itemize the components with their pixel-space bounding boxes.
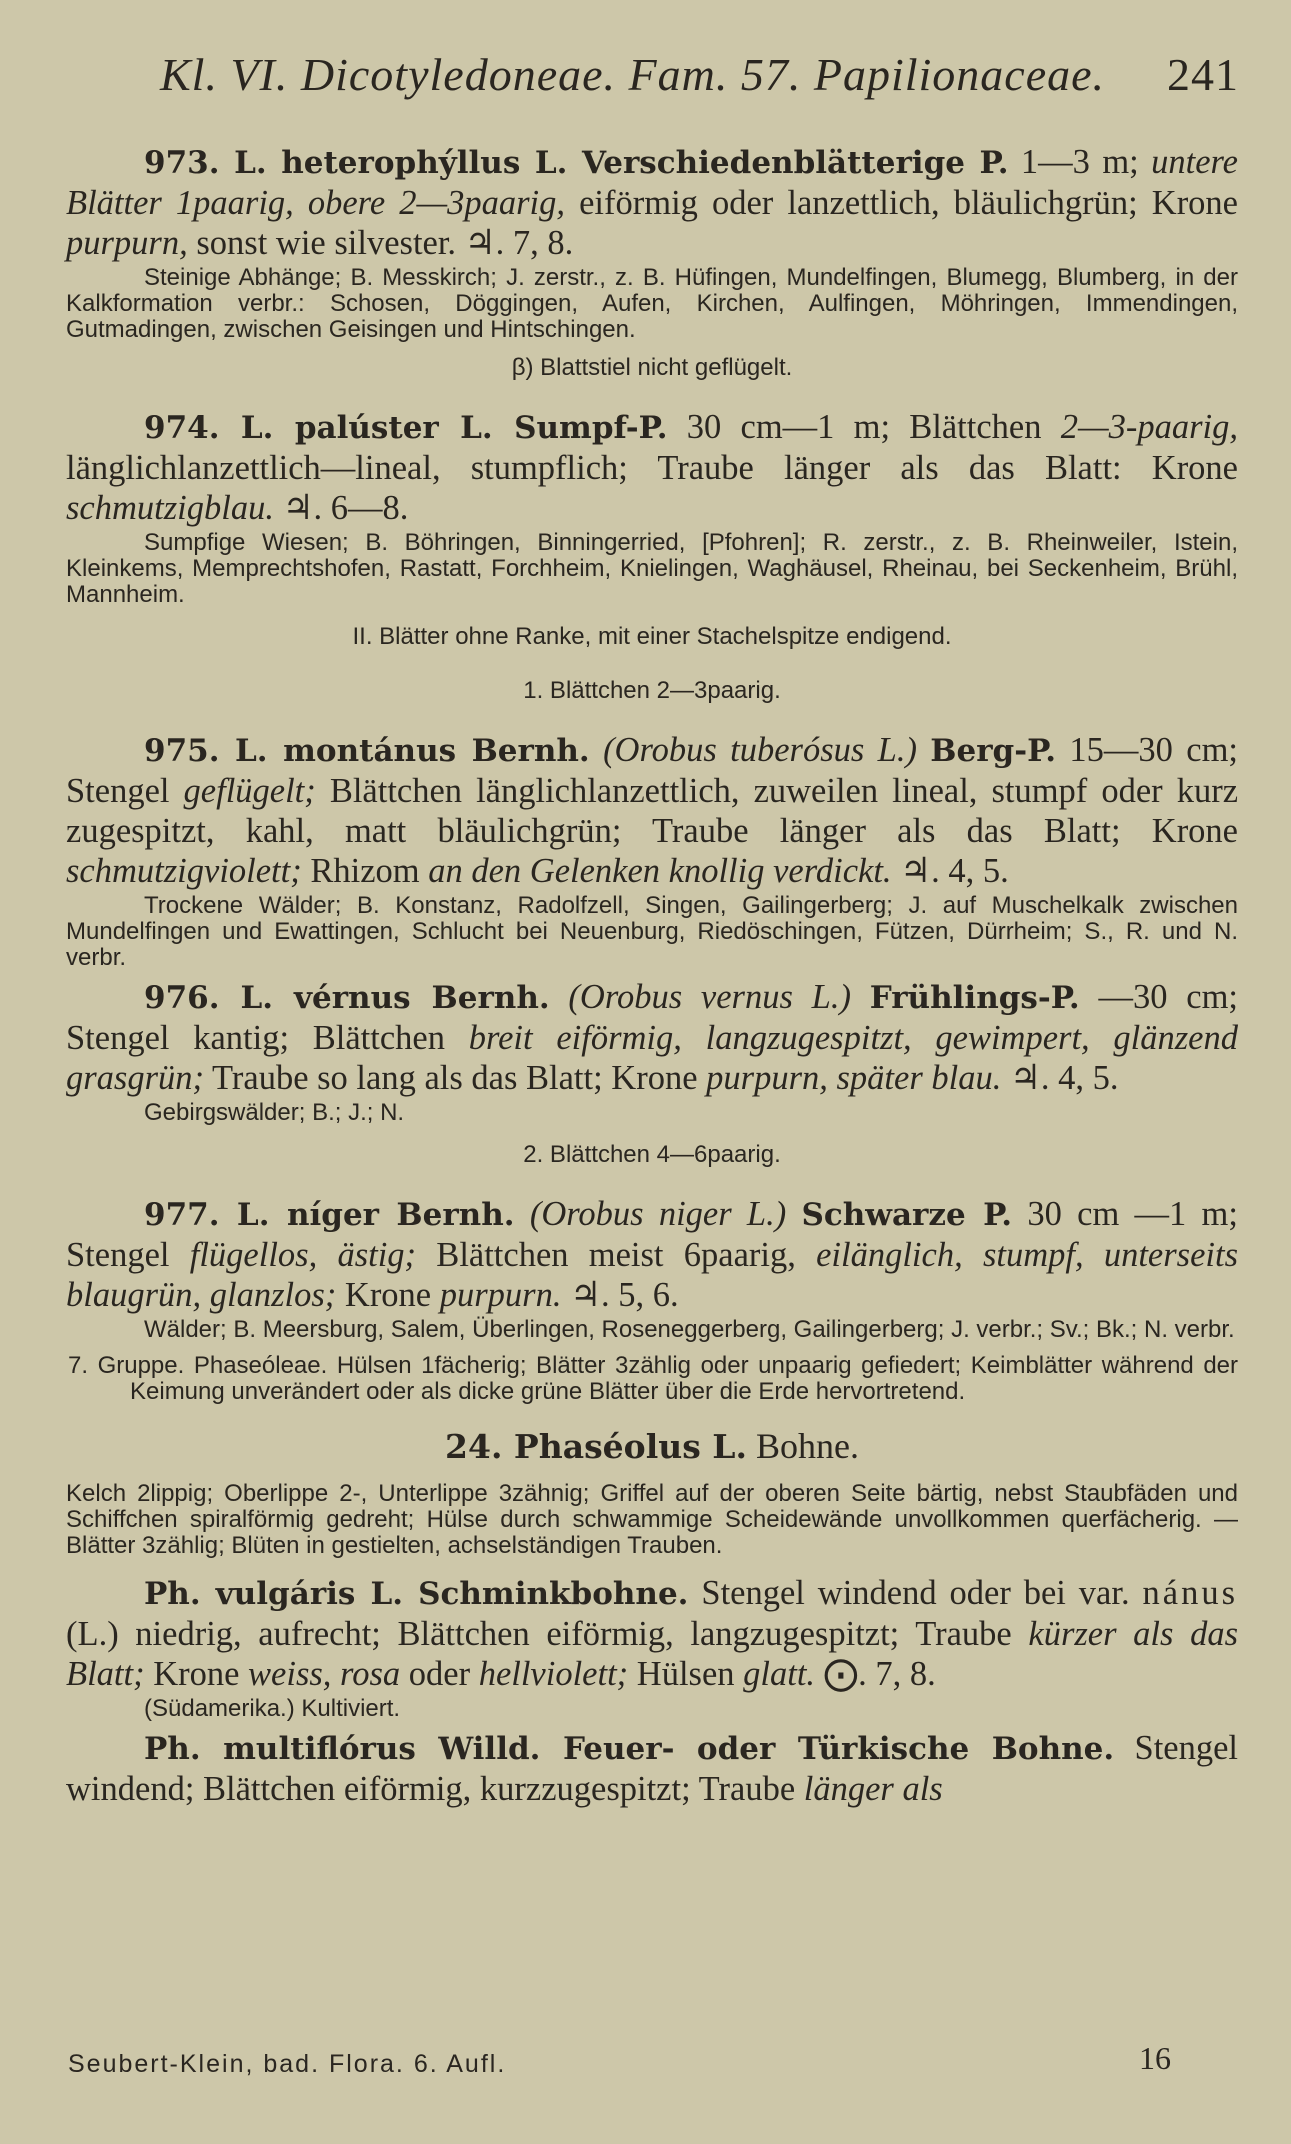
species-975: 975. L. montánus Bernh. (Orobus tuberósus L.) Berg-P. 15—30 cm; Stengel geflügelt; Blättchen länglichlanzettlich, zuweilen lineal, stumpf oder kurz zugespitzt, kahl, matt bläulichgrün; Traube länger als das Blatt; Krone schmutzigviolett; Rhizom an den Gelenken knollig verdickt. ♃. 4, 5. xyxy=(66,731,1239,890)
localities-ph-vulgaris: (Südamerika.) Kultiviert. xyxy=(144,1695,401,1722)
species-heading: Ph. multiflórus Willd. Feuer- oder Türkische Bohne. xyxy=(144,1731,1115,1767)
species-heading: 975. L. montánus Bernh. xyxy=(144,733,590,769)
subgroup-1-heading: 1. Blättchen 2—3paarig. xyxy=(523,677,781,704)
species-974: 974. L. palúster L. Sumpf-P. 30 cm—1 m; Blättchen 2—3-paarig, länglichlanzettlich—lineal, stumpflich; Traube länger als das Blatt: Krone schmutzigblau. ♃. 6—8. xyxy=(66,408,1238,527)
running-title: Kl. VI. Dicotyledoneae. Fam. 57. Papilionaceae. xyxy=(160,49,1106,100)
species-ph-multiflorus: Ph. multiflórus Willd. Feuer- oder Türkische Bohne. Stengel windend; Blättchen eiförmig, kurzzugespitzt; Traube länger als xyxy=(66,1729,1239,1808)
species-heading: 973. L. heterophýllus L. Verschiedenblätterige P. xyxy=(144,145,1009,181)
localities-973: Steinige Abhänge; B. Messkirch; J. zerstr., z. B. Hüfingen, Mundelfingen, Blumegg, Blumberg, in der Kalkformation verbr.: Schosen, Döggingen, Aufen, Kirchen, Aulfingen, Möhringen, Immendingen, Gutmadingen, zwischen Geisingen und Hintschingen. xyxy=(66,264,1238,343)
page-footer xyxy=(68,2040,1171,2079)
species-heading: Ph. vulgáris L. Schminkbohne. xyxy=(144,1576,689,1612)
subgroup-2-heading: 2. Blättchen 4—6paarig. xyxy=(523,1141,781,1168)
book-reference: Seubert-Klein, bad. Flora. 6. Aufl. xyxy=(68,2050,507,2078)
species-ph-vulgaris: Ph. vulgáris L. Schminkbohne. Stengel windend oder bei var. nánus (L.) niedrig, aufrecht; Blättchen eiförmig, langzugespitzt; Traube kürzer als das Blatt; Krone weiss, rosa oder hellviolett; Hülsen glatt. ⨀. 7, 8. xyxy=(66,1574,1238,1693)
localities-974: Sumpfige Wiesen; B. Böhringen, Binningerried, [Pfohren]; R. zerstr., z. B. Rheinweiler, Istein, Kleinkems, Memprechtshofen, Rastatt, Forchheim, Knielingen, Waghäusel, Rheinau, bei Seckenheim, Brühl, Mannheim. xyxy=(66,529,1238,608)
genus-description: Kelch 2lippig; Oberlippe 2-, Unterlippe 3zähnig; Griffel auf der oberen Seite bärtig, nebst Staubfäden und Schiffchen spiralförmig gedreht; Hülse durch schwammige Scheidewände unvollkommen querfächerig. — Blätter 3zählig; Blüten in gestielten, achselständigen Trauben. xyxy=(66,1480,1238,1559)
signature-mark: 16 xyxy=(1139,2040,1171,2076)
species-heading: 974. L. palúster L. Sumpf-P. xyxy=(144,410,668,446)
running-header xyxy=(160,48,1239,101)
species-heading: 977. L. níger Bernh. xyxy=(144,1197,515,1233)
group-II-heading: II. Blätter ohne Ranke, mit einer Stachelspitze endigend. xyxy=(352,623,952,650)
subsection-beta: β) Blattstiel nicht geflügelt. xyxy=(511,354,793,381)
species-976: 976. L. vérnus Bernh. (Orobus vernus L.) Frühlings-P. —30 cm; Stengel kantig; Blättchen breit eiförmig, langzugespitzt, gewimpert, glänzend grasgrün; Traube so lang als das Blatt; Krone purpurn, später blau. ♃. 4, 5. xyxy=(66,978,1238,1097)
species-977: 977. L. níger Bernh. (Orobus niger L.) Schwarze P. 30 cm —1 m; Stengel flügellos, ästig; Blättchen meist 6paarig, eilänglich, stumpf, unterseits blaugrün, glanzlos; Krone purpurn. ♃. 5, 6. xyxy=(66,1195,1239,1314)
species-heading: 976. L. vérnus Bernh. xyxy=(144,980,550,1016)
localities-975: Trockene Wälder; B. Konstanz, Radolfzell, Singen, Gailingerberg; J. auf Muschelkalk zwischen Mundelfingen und Ewattingen, Schlucht bei Neuenburg, Riedöschingen, Fützen, Dürrheim; S., R. und N. verbr. xyxy=(66,892,1238,971)
page-number: 241 xyxy=(1167,49,1239,100)
species-973: 973. L. heterophýllus L. Verschiedenblätterige P. 1—3 m; untere Blätter 1paarig, obere 2—3paarig, eiförmig oder lanzettlich, bläulichgrün; Krone purpurn, sonst wie silvester. ♃. 7, 8. xyxy=(66,143,1238,262)
group-7-heading: 7. Gruppe. Phaseóleae. Hülsen 1fächerig; Blätter 3zählig oder unpaarig gefiedert; Keimblätter während der Keimung unverändert oder als dicke grüne Blätter über die Erde hervortretend. xyxy=(68,1352,1238,1405)
localities-976: Gebirgswälder; B.; J.; N. xyxy=(144,1099,405,1126)
genus-heading: 24. Phaséolus L. Bohne. xyxy=(445,1426,859,1466)
localities-977: Wälder; B. Meersburg, Salem, Überlingen, Roseneggerberg, Gailingerberg; J. verbr.; Sv.; Bk.; N. verbr. xyxy=(144,1316,1235,1343)
page-body xyxy=(66,142,1238,1809)
